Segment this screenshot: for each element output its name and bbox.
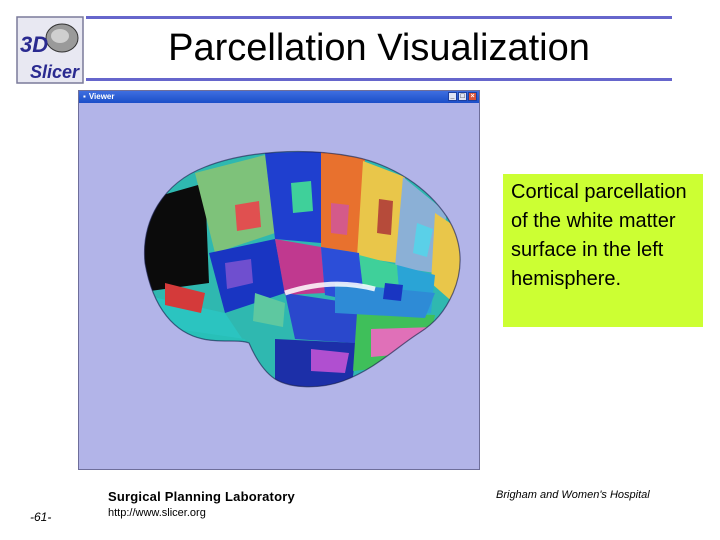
footer-url-link[interactable]: http://www.slicer.org xyxy=(108,507,206,519)
footer-lab-name: Surgical Planning Laboratory xyxy=(108,489,295,504)
logo-text-slicer: Slicer xyxy=(30,62,80,82)
title-rule-top xyxy=(86,16,672,19)
close-button[interactable]: × xyxy=(468,92,477,101)
footer-hospital-name: Brigham and Women's Hospital xyxy=(496,489,650,501)
title-rule-bottom xyxy=(86,78,672,81)
slicer-logo-icon xyxy=(16,16,84,84)
window-controls xyxy=(448,92,477,101)
viewer-window[interactable] xyxy=(78,90,480,470)
page-number: -61- xyxy=(30,510,52,524)
viewer-titlebar[interactable] xyxy=(79,91,479,103)
logo-text-3d: 3D xyxy=(20,32,49,57)
maximize-button[interactable]: □ xyxy=(458,92,467,101)
description-callout: Cortical parcellation of the white matter surface in the left hemisphere. xyxy=(503,174,703,327)
minimize-button[interactable]: _ xyxy=(448,92,457,101)
app-icon: ▪ xyxy=(83,92,86,101)
viewer-window-title: Viewer xyxy=(88,92,115,101)
brain-parcellation-render[interactable] xyxy=(135,143,465,403)
page-title: Parcellation Visualization xyxy=(168,27,590,69)
